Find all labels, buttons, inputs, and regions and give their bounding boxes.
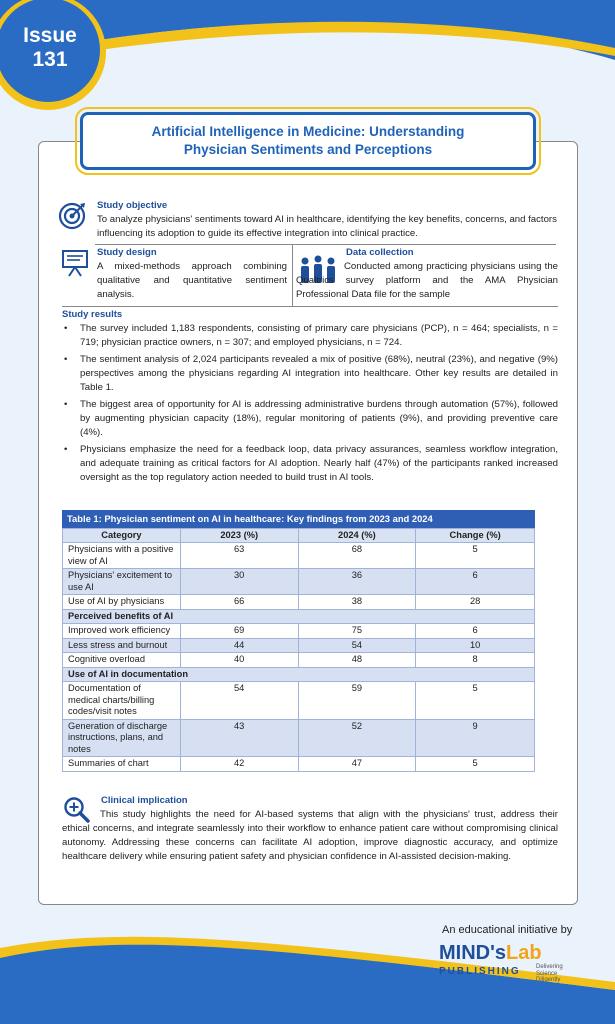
table-cell: 66	[180, 595, 298, 610]
design-heading: Study design	[97, 247, 157, 258]
column-header: 2023 (%)	[180, 528, 298, 543]
table-row	[63, 569, 535, 595]
logo-brand: MIND's	[439, 942, 506, 964]
list-item: • The survey included 1,183 respondents, consisting of primary care physicians (PCP), n = 464; specialists, n = 719; physician practice owners, n = 307; and employed physicians, n = 724.	[62, 322, 558, 350]
table-cell: 59	[298, 682, 416, 720]
table-cell: Physicians' excitement to use AI	[63, 569, 181, 595]
issue-number: 131	[32, 48, 68, 71]
collection-text: Conducted among practicing physicians using the Qualtrics survey platform and the AMA Physician Professional Data file for the sample	[296, 261, 558, 300]
table-cell: 30	[180, 569, 298, 595]
table-cell: 36	[298, 569, 416, 595]
table-cell: 10	[416, 638, 535, 653]
logo-publishing: PUBLISHING	[439, 966, 521, 977]
table-cell: 63	[180, 543, 298, 569]
table-cell: Documentation of medical charts/billing codes/visit notes	[63, 682, 181, 720]
table-cell: 42	[180, 757, 298, 772]
table-cell: 47	[298, 757, 416, 772]
list-item: • The biggest area of opportunity for AI is addressing administrative burdens through automation (57%), followed by augmenting physician capacity (18%), regular monitoring of patients (9%), and providing preventive care (4%).	[62, 398, 558, 440]
table-cell: 6	[416, 569, 535, 595]
table-cell: 5	[416, 543, 535, 569]
initiative-text: An educational initiative by	[442, 924, 573, 936]
table-subheader: Use of AI in documentation	[63, 667, 535, 682]
table-cell: Improved work efficiency	[63, 624, 181, 639]
table-subheader-row	[63, 667, 535, 682]
table-cell: 52	[298, 719, 416, 757]
table-cell: 68	[298, 543, 416, 569]
title-box	[80, 112, 536, 170]
list-item: • Physicians emphasize the need for a feedback loop, data privacy assurances, seamless workflow integration, and adequate training as critical factors for AI adoption. Nearly half (47%) of the participants ranked increased oversight as the top regulatory action needed to build trust in AI tools.	[62, 443, 558, 485]
table-cell: 38	[298, 595, 416, 610]
list-item: • The sentiment analysis of 2,024 participants revealed a mix of positive (68%), neutral (23%), and negative (9%) perspectives among the physicians regarding AI integration into healthcare. Other key results are detailed in Table 1.	[62, 353, 558, 395]
table-cell: 69	[180, 624, 298, 639]
table-row	[63, 595, 535, 610]
table-cell: 48	[298, 653, 416, 668]
table-subheader-row	[63, 609, 535, 624]
table-cell: 5	[416, 682, 535, 720]
implication-heading: Clinical implication	[101, 795, 188, 806]
table-cell: 9	[416, 719, 535, 757]
results-heading: Study results	[62, 309, 123, 320]
table-cell: Less stress and burnout	[63, 638, 181, 653]
table-row	[63, 543, 535, 569]
table-caption: Table 1: Physician sentiment on AI in healthcare: Key findings from 2023 and 2024	[62, 510, 535, 528]
table-row	[63, 638, 535, 653]
results-list	[62, 322, 558, 488]
issue-label: Issue	[23, 24, 77, 47]
table-cell: Summaries of chart	[63, 757, 181, 772]
target-icon	[58, 200, 88, 230]
table-row	[63, 682, 535, 720]
table-cell: Physicians with a positive view of AI	[63, 543, 181, 569]
table-cell: 8	[416, 653, 535, 668]
table-cell: 44	[180, 638, 298, 653]
table-row	[63, 624, 535, 639]
logo-tagline: Delivering Science Diligently	[536, 964, 563, 983]
table-cell: 28	[416, 595, 535, 610]
table-cell: Cognitive overload	[63, 653, 181, 668]
table-row	[63, 757, 535, 772]
divider	[62, 306, 558, 307]
table-cell: 54	[298, 638, 416, 653]
collection-heading: Data collection	[346, 247, 414, 258]
presentation-board-icon	[60, 249, 90, 277]
issue-badge	[0, 8, 100, 98]
table-cell: 43	[180, 719, 298, 757]
table-cell: 75	[298, 624, 416, 639]
column-header: 2024 (%)	[298, 528, 416, 543]
table-cell: 40	[180, 653, 298, 668]
divider	[95, 244, 556, 245]
table-cell: Use of AI by physicians	[63, 595, 181, 610]
table-header-row	[63, 528, 535, 543]
findings-table	[62, 510, 535, 772]
table-cell: Generation of discharge instructions, plans, and notes	[63, 719, 181, 757]
table-cell: 5	[416, 757, 535, 772]
table-cell: 6	[416, 624, 535, 639]
divider	[292, 244, 293, 306]
publisher-logo	[439, 942, 579, 986]
table-cell: 54	[180, 682, 298, 720]
design-text: A mixed-methods approach combining qualitative and quantitative sentiment analysis.	[97, 261, 287, 300]
implication-text: This study highlights the need for AI-based systems that align with the physicians' trust, address their ethical concerns, and integrate seamlessly into their workflow to enhance patient care without compromising clinical autonomy. Addressing these concerns can facilitate AI adoption, improve diagnostic accuracy, and optimize healthcare delivery while ensuring patient safety and physician confidence in AI-assisted decision-making.	[62, 809, 558, 862]
objective-text: To analyze physicians' sentiments toward AI in healthcare, identifying the key benefits, concerns, and factors influencing its adoption to guide its effective integration into clinical practice.	[97, 214, 557, 239]
table-subheader: Perceived benefits of AI	[63, 609, 535, 624]
table-row	[63, 719, 535, 757]
table-row	[63, 653, 535, 668]
column-header: Change (%)	[416, 528, 535, 543]
column-header: Category	[63, 528, 181, 543]
logo-brand-lab: Lab	[505, 942, 542, 964]
page-title: Artificial Intelligence in Medicine: Understanding Physician Sentiments and Perceptions	[151, 124, 465, 157]
objective-heading: Study objective	[97, 200, 168, 211]
